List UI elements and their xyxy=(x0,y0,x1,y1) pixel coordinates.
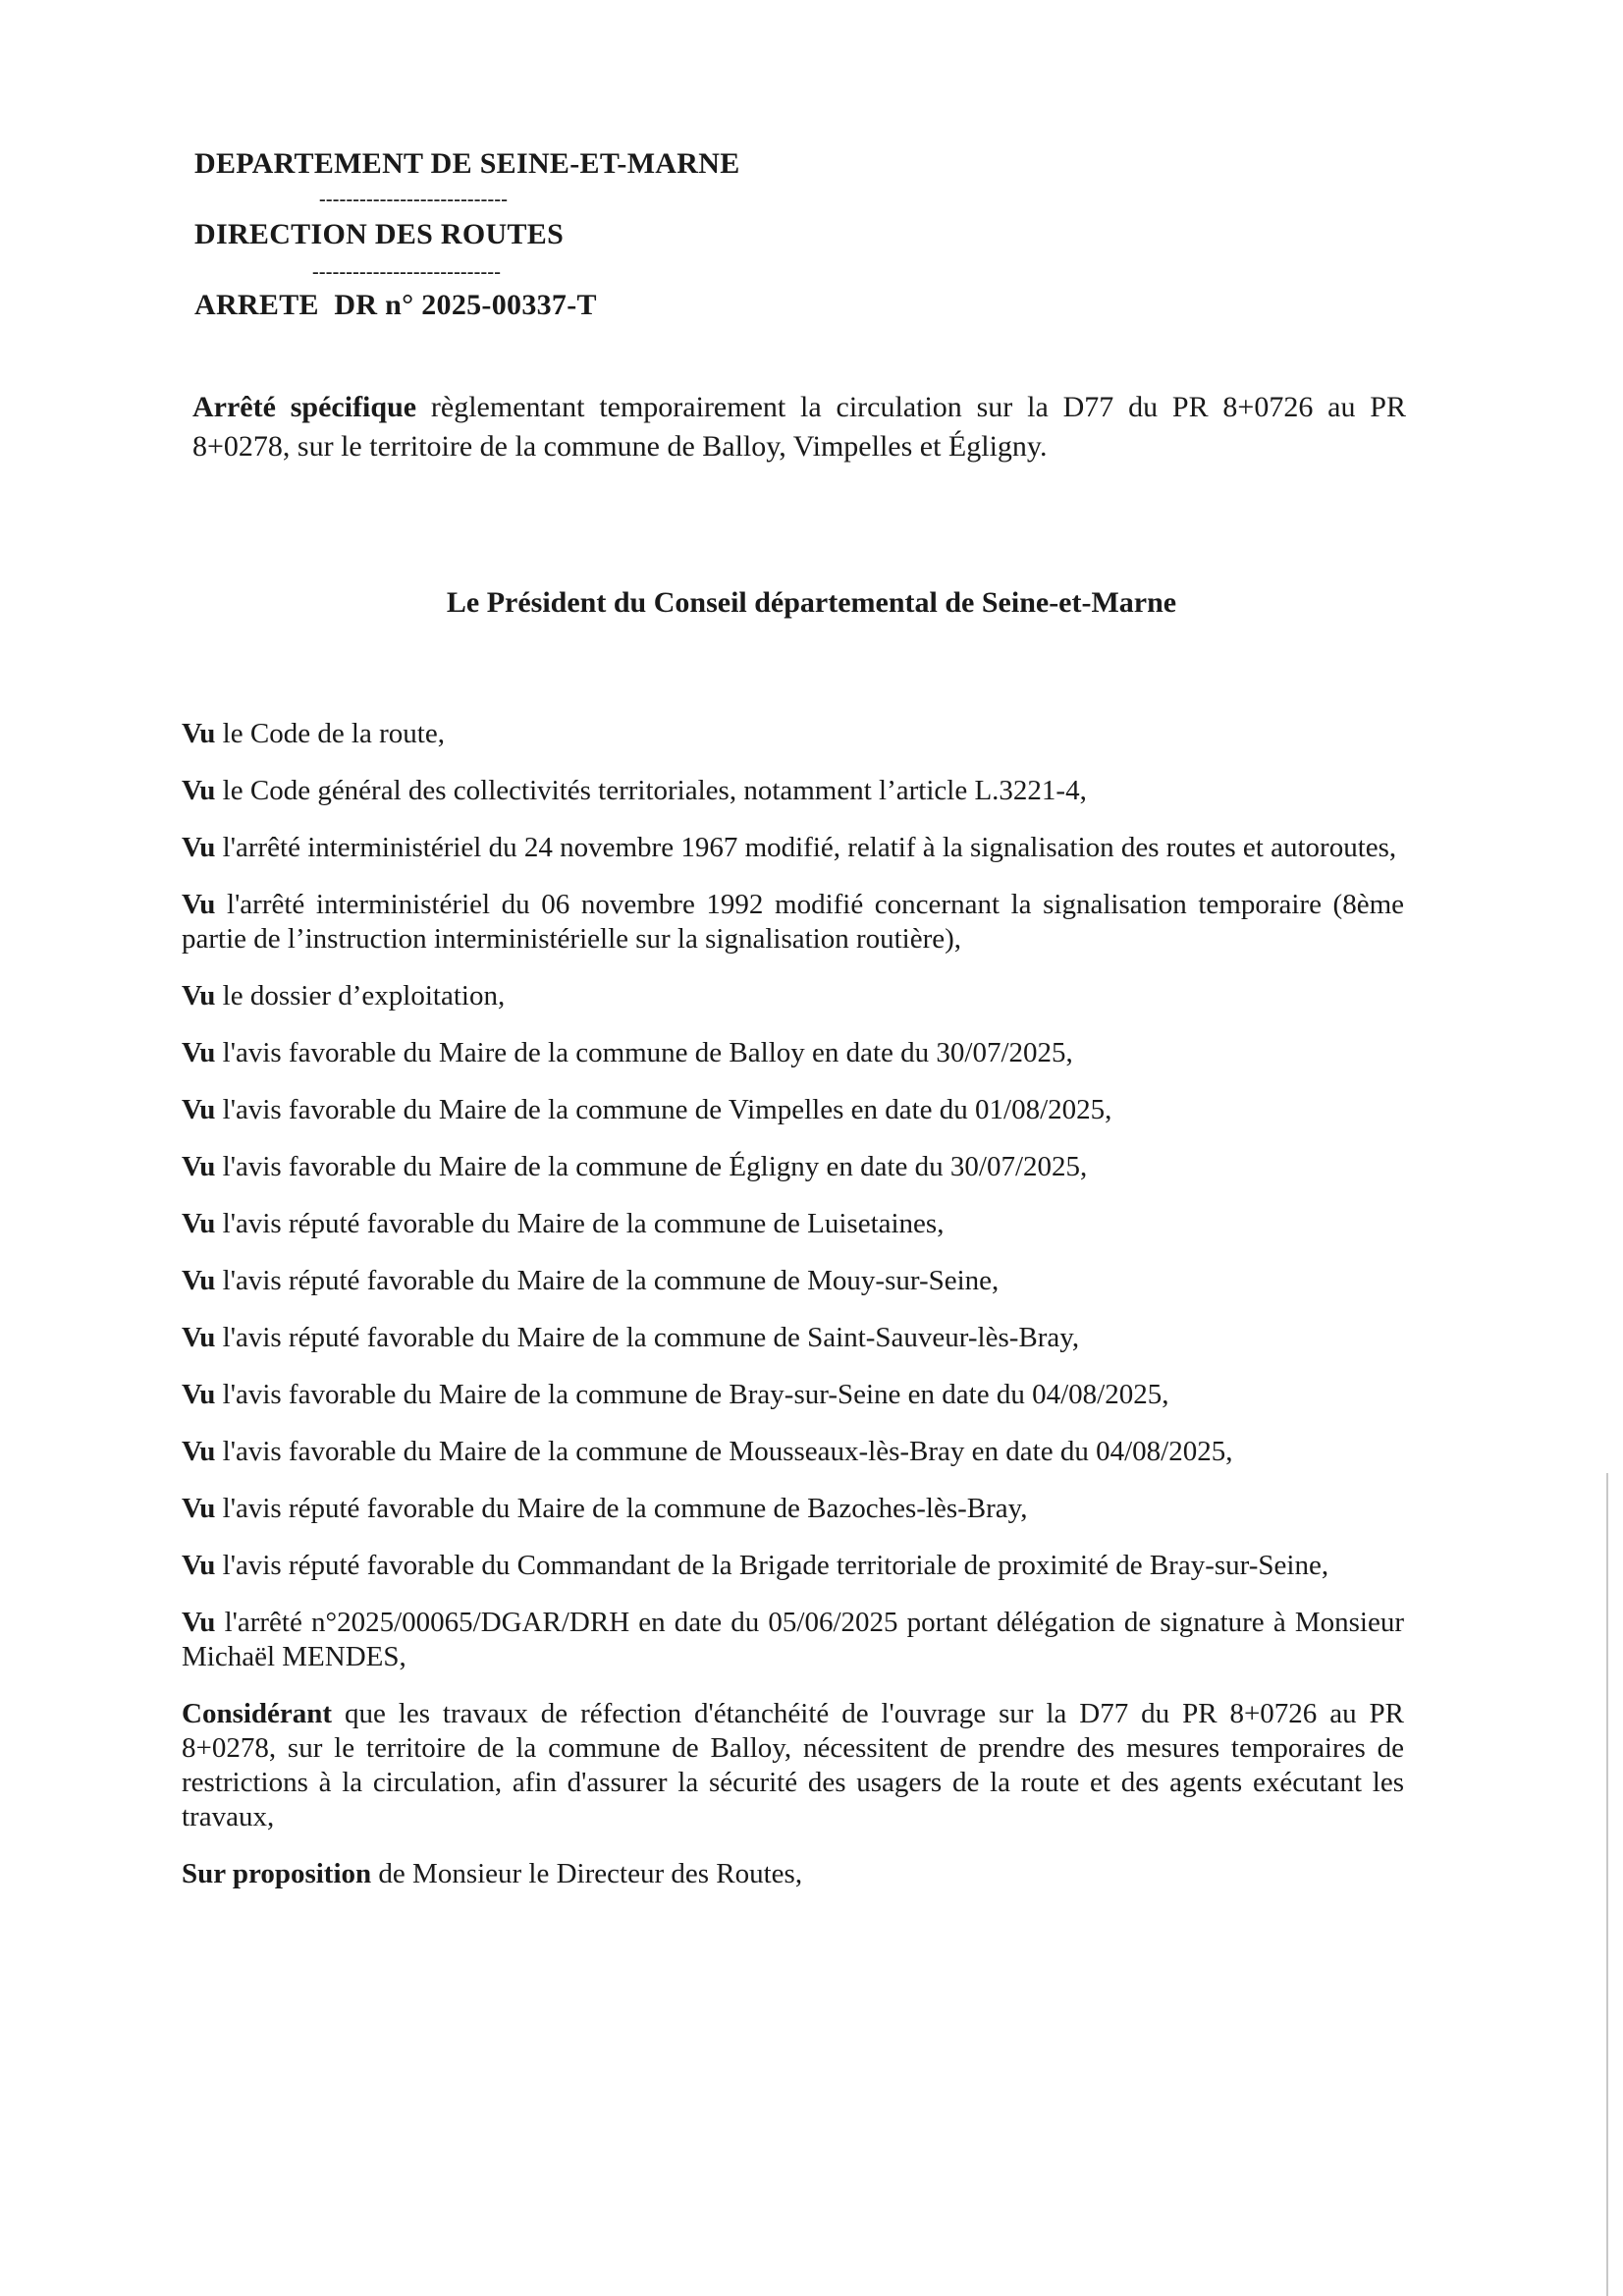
visa-item xyxy=(182,717,1404,751)
visa-text: l'avis favorable du Maire de la commune de Égligny en date du 30/07/2025, xyxy=(215,1151,1088,1182)
visa-lead: Vu xyxy=(182,1493,216,1524)
visa-lead: Vu xyxy=(182,980,216,1011)
visa-text: le Code général des collectivités territoriales, notamment l’article L.3221-4, xyxy=(215,775,1087,806)
visa-lead: Vu xyxy=(182,1436,216,1467)
proposition-text: de Monsieur le Directeur des Routes, xyxy=(371,1858,803,1889)
visa-text: l'avis réputé favorable du Maire de la commune de Bazoches-lès-Bray, xyxy=(215,1493,1028,1524)
visa-item xyxy=(182,1378,1404,1412)
visa-text: l'arrêté interministériel du 24 novembre 1967 modifié, relatif à la signalisation des routes et autoroutes, xyxy=(215,832,1397,863)
visa-item xyxy=(182,831,1404,865)
header-separator: ---------------------------- xyxy=(312,261,502,283)
visa-item xyxy=(182,1264,1404,1298)
visa-item xyxy=(182,1549,1404,1583)
proposition-lead: Sur proposition xyxy=(182,1858,372,1889)
visa-text: l'arrêté interministériel du 06 novembre 1992 modifié concernant la signalisation temporaire (8ème partie de l’instruction interministérielle sur la signalisation routière), xyxy=(182,889,1404,955)
visa-item xyxy=(182,888,1404,957)
scan-edge-line xyxy=(1606,1473,1608,2296)
direction-title: DIRECTION DES ROUTES xyxy=(194,218,565,250)
visa-lead: Vu xyxy=(182,1094,216,1125)
visa-text: l'avis favorable du Maire de la commune de Mousseaux-lès-Bray en date du 04/08/2025, xyxy=(215,1436,1233,1467)
visa-item xyxy=(182,979,1404,1013)
header-separator: ---------------------------- xyxy=(319,189,509,210)
visa-text: l'avis favorable du Maire de la commune de Balloy en date du 30/07/2025, xyxy=(215,1037,1073,1068)
visa-item xyxy=(182,1606,1404,1674)
visa-text: l'avis réputé favorable du Maire de la commune de Mouy-sur-Seine, xyxy=(215,1265,1000,1296)
visa-lead: Vu xyxy=(182,1379,216,1410)
visa-item xyxy=(182,1207,1404,1241)
visa-lead: Vu xyxy=(182,1208,216,1239)
visas-list xyxy=(182,717,1404,1914)
visa-lead: Vu xyxy=(182,889,216,920)
arrete-subject xyxy=(192,388,1406,466)
visa-text: l'arrêté n°2025/00065/DGAR/DRH en date du 05/06/2025 portant délégation de signature à Monsieur Michaël MENDES, xyxy=(182,1607,1404,1672)
signing-authority: Le Président du Conseil départemental de Seine-et-Marne xyxy=(446,586,1177,619)
visa-lead: Vu xyxy=(182,1037,216,1068)
visa-item xyxy=(182,1036,1404,1070)
visa-text: l'avis réputé favorable du Maire de la commune de Luisetaines, xyxy=(215,1208,945,1239)
visa-lead: Vu xyxy=(182,1265,216,1296)
subject-lead: Arrêté spécifique xyxy=(192,391,417,423)
visa-text: le dossier d’exploitation, xyxy=(215,980,506,1011)
visa-item xyxy=(182,1435,1404,1469)
considerant-paragraph xyxy=(182,1697,1404,1834)
visa-item xyxy=(182,1492,1404,1526)
visa-lead: Vu xyxy=(182,1550,216,1581)
considerant-text: que les travaux de réfection d'étanchéité de l'ouvrage sur la D77 du PR 8+0726 au PR 8+0278, sur le territoire de la commune de Balloy, nécessitent de prendre des mesures temporaires de restrictions à la circulation, afin d'assurer la sécurité des usagers de la route et des agents exécutant les travaux, xyxy=(182,1698,1404,1832)
visa-lead: Vu xyxy=(182,1151,216,1182)
visa-lead: Vu xyxy=(182,1607,216,1638)
visa-item xyxy=(182,774,1404,808)
subject-text: règlementant temporairement la circulation sur la D77 du PR 8+0726 au PR 8+0278, sur le territoire de la commune de Balloy, Vimpelles et Égligny. xyxy=(192,391,1406,463)
department-title: DEPARTEMENT DE SEINE-ET-MARNE xyxy=(194,147,740,180)
visa-text: le Code de la route, xyxy=(215,718,445,749)
visa-text: l'avis favorable du Maire de la commune de Bray-sur-Seine en date du 04/08/2025, xyxy=(215,1379,1169,1410)
visa-lead: Vu xyxy=(182,718,216,749)
visa-item xyxy=(182,1150,1404,1184)
visa-lead: Vu xyxy=(182,1322,216,1353)
arrete-number: ARRETE DR n° 2025-00337-T xyxy=(194,289,597,321)
visa-lead: Vu xyxy=(182,775,216,806)
visa-lead: Vu xyxy=(182,832,216,863)
visa-item xyxy=(182,1093,1404,1127)
visa-text: l'avis favorable du Maire de la commune de Vimpelles en date du 01/08/2025, xyxy=(215,1094,1112,1125)
considerant-lead: Considérant xyxy=(182,1698,333,1729)
proposition-paragraph xyxy=(182,1857,1404,1891)
visa-item xyxy=(182,1321,1404,1355)
visa-text: l'avis réputé favorable du Commandant de la Brigade territoriale de proximité de Bray-sur-Seine, xyxy=(215,1550,1329,1581)
visa-text: l'avis réputé favorable du Maire de la commune de Saint-Sauveur-lès-Bray, xyxy=(215,1322,1080,1353)
